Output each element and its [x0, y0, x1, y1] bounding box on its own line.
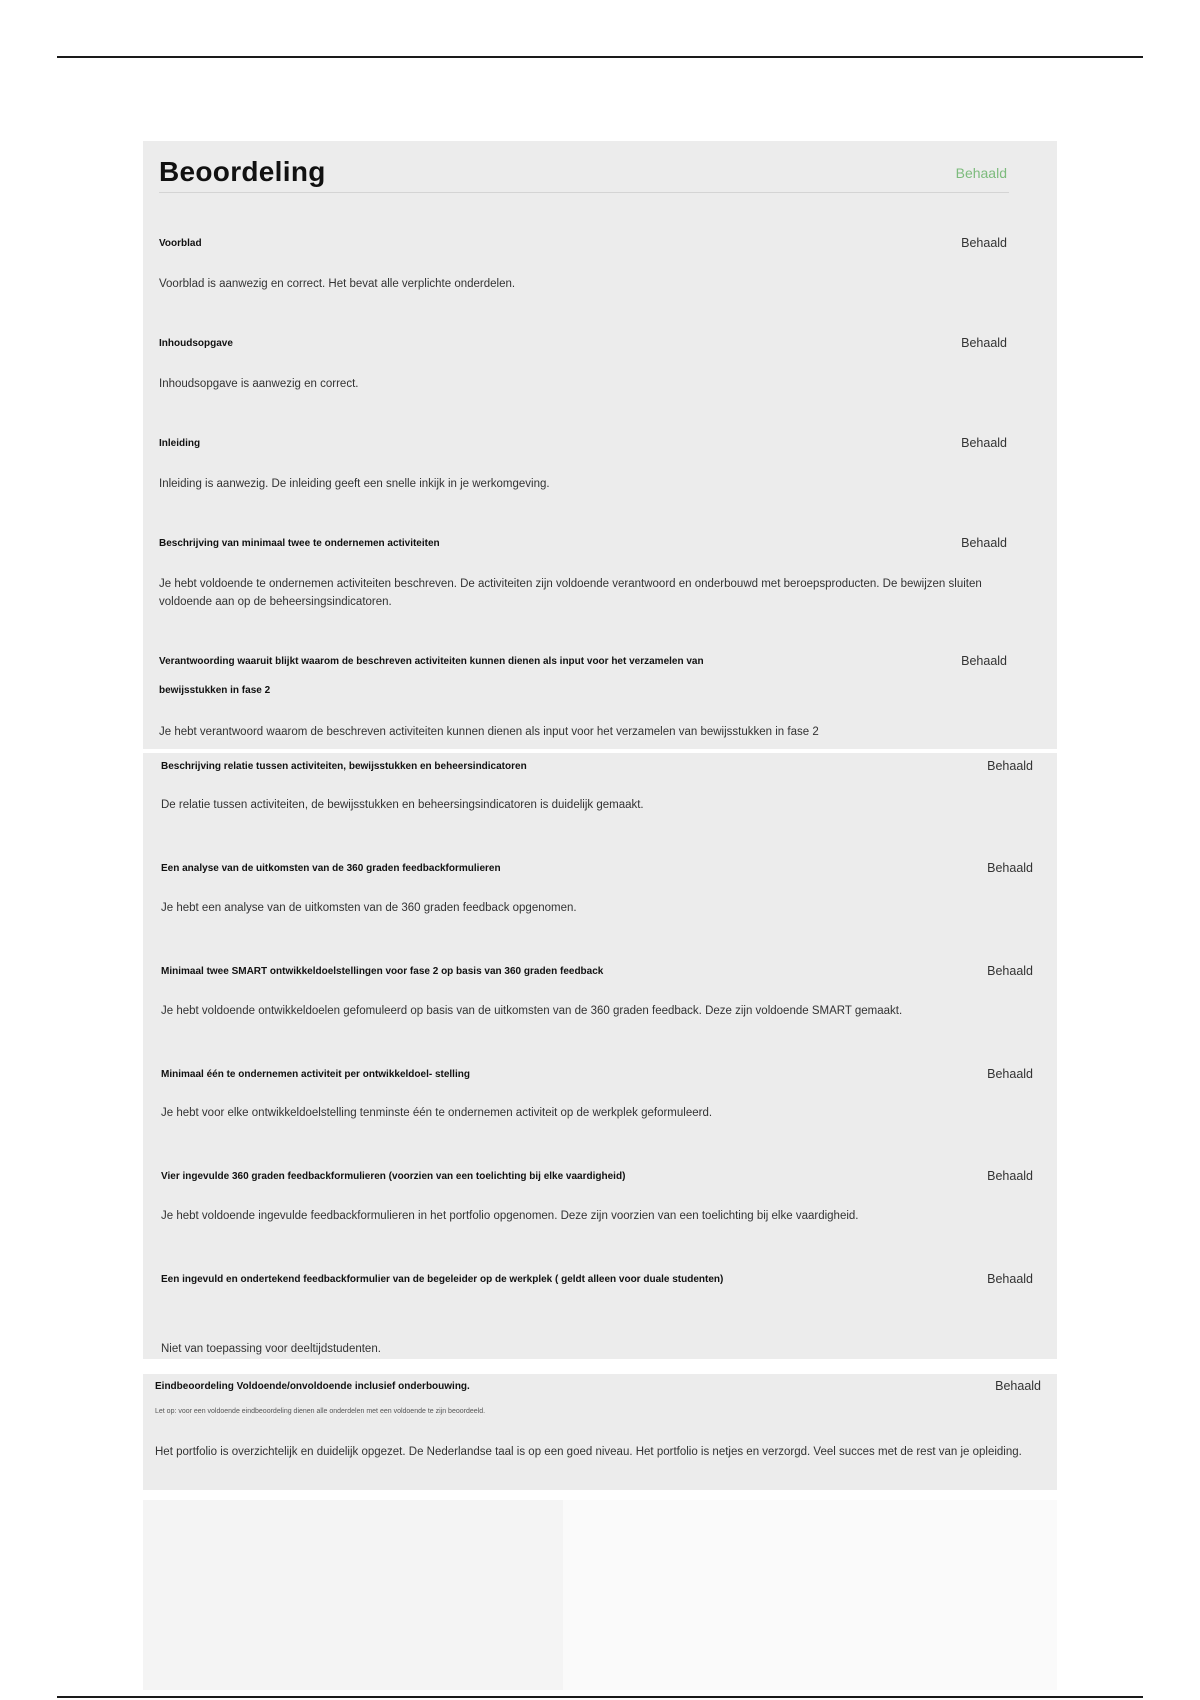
criterion-status-activiteit-per-doel: Behaald — [987, 1067, 1033, 1081]
criterion-title-inhoudsopgave: Inhoudsopgave — [159, 338, 233, 349]
criterion-feedback-relatie: De relatie tussen activiteiten, de bewijsstukken en beheersingsindicatoren is duidelijk gemaakt. — [161, 799, 644, 811]
criterion-feedback-feedbackformulieren: Je hebt voldoende ingevulde feedbackformulieren in het portfolio opgenomen. Deze zijn voorzien van een toelichting bij elke vaardigheid. — [161, 1210, 859, 1222]
criterion-status-inhoudsopgave: Behaald — [961, 336, 1007, 350]
criterion-feedback-analyse: Je hebt een analyse van de uitkomsten van de 360 graden feedback opgenomen. — [161, 902, 577, 914]
top-rule — [57, 56, 1143, 58]
final-title: Eindbeoordeling Voldoende/onvoldoende inclusief onderbouwing. — [155, 1381, 470, 1392]
criterion-feedback-activiteiten: Je hebt voldoende te ondernemen activiteiten beschreven. De activiteiten zijn voldoende verantwoord en onderbouwd met beroepsproducten. De bewijzen sluiten voldoende aan op de beheersingsindicatoren. — [159, 578, 982, 608]
assessment-panel-2 — [143, 753, 1057, 1359]
page-title: Beoordeling — [159, 156, 326, 187]
criterion-status-analyse: Behaald — [987, 861, 1033, 875]
empty-column — [143, 1500, 563, 1690]
criterion-feedback-inhoudsopgave: Inhoudsopgave is aanwezig en correct. — [159, 378, 359, 390]
bottom-rule — [57, 1696, 1143, 1698]
criterion-status-voorblad: Behaald — [961, 236, 1007, 250]
criterion-status-relatie: Behaald — [987, 759, 1033, 773]
final-assessment-panel — [143, 1374, 1057, 1490]
criterion-title-smart: Minimaal twee SMART ontwikkeldoelstellingen voor fase 2 op basis van 360 graden feedback — [161, 966, 604, 977]
criterion-feedback-smart: Je hebt voldoende ontwikkeldoelen gefomuleerd op basis van de uitkomsten van de 360 graden feedback. Deze zijn voldoende SMART gemaakt. — [161, 1005, 903, 1017]
criterion-status-activiteiten: Behaald — [961, 536, 1007, 550]
criterion-title-voorblad: Voorblad — [159, 238, 202, 249]
criterion-status-begeleider: Behaald — [987, 1272, 1033, 1286]
criterion-status-feedbackformulieren: Behaald — [987, 1169, 1033, 1183]
empty-area — [143, 1500, 1057, 1690]
criterion-title-activiteiten: Beschrijving van minimaal twee te ondernemen activiteiten — [159, 538, 440, 549]
criterion-feedback-inleiding: Inleiding is aanwezig. De inleiding geeft een snelle inkijk in je werkomgeving. — [159, 478, 550, 490]
criterion-status-verantwoording: Behaald — [961, 654, 1007, 668]
criterion-title-verantwoording: Verantwoording waaruit blijkt waarom de beschreven activiteiten kunnen dienen als input voor het verzamelen van bewijsstukken in fase 2 — [159, 656, 704, 696]
criterion-feedback-begeleider: Niet van toepassing voor deeltijdstudenten. — [161, 1343, 381, 1355]
criterion-title-analyse: Een analyse van de uitkomsten van de 360 graden feedbackformulieren — [161, 863, 501, 874]
criterion-title-relatie: Beschrijving relatie tussen activiteiten, bewijsstukken en beheersindicatoren — [161, 761, 527, 772]
criterion-status-inleiding: Behaald — [961, 436, 1007, 450]
criterion-status-smart: Behaald — [987, 964, 1033, 978]
criterion-feedback-activiteit-per-doel: Je hebt voor elke ontwikkeldoelstelling tenminste één te ondernemen activiteit op de werkplek geformuleerd. — [161, 1107, 713, 1119]
criterion-title-feedbackformulieren: Vier ingevulde 360 graden feedbackformulieren (voorzien van een toelichting bij elke vaardigheid) — [161, 1171, 626, 1182]
criterion-title-begeleider: Een ingevuld en ondertekend feedbackformulier van de begeleider op de werkplek ( geldt alleen voor duale studenten) — [161, 1274, 724, 1285]
criterion-feedback-voorblad: Voorblad is aanwezig en correct. Het bevat alle verplichte onderdelen. — [159, 278, 516, 290]
assessment-panel-1 — [143, 141, 1057, 749]
overall-status: Behaald — [955, 165, 1007, 181]
final-status: Behaald — [995, 1379, 1041, 1393]
final-note: Let op: voor een voldoende eindbeoordeling dienen alle onderdelen met een voldoende te zijn beoordeeld. — [155, 1408, 486, 1415]
criterion-title-activiteit-per-doel: Minimaal één te ondernemen activiteit per ontwikkeldoel- stelling — [161, 1069, 470, 1080]
heading-divider — [159, 192, 1009, 193]
criterion-title-inleiding: Inleiding — [159, 438, 201, 449]
final-feedback: Het portfolio is overzichtelijk en duidelijk opgezet. De Nederlandse taal is op een goed niveau. Het portfolio is netjes en verzorgd. Veel succes met de rest van je opleiding. — [155, 1446, 1022, 1458]
criterion-feedback-verantwoording: Je hebt verantwoord waarom de beschreven activiteiten kunnen dienen als input voor het verzamelen van bewijsstukken in fase 2 — [159, 726, 819, 738]
